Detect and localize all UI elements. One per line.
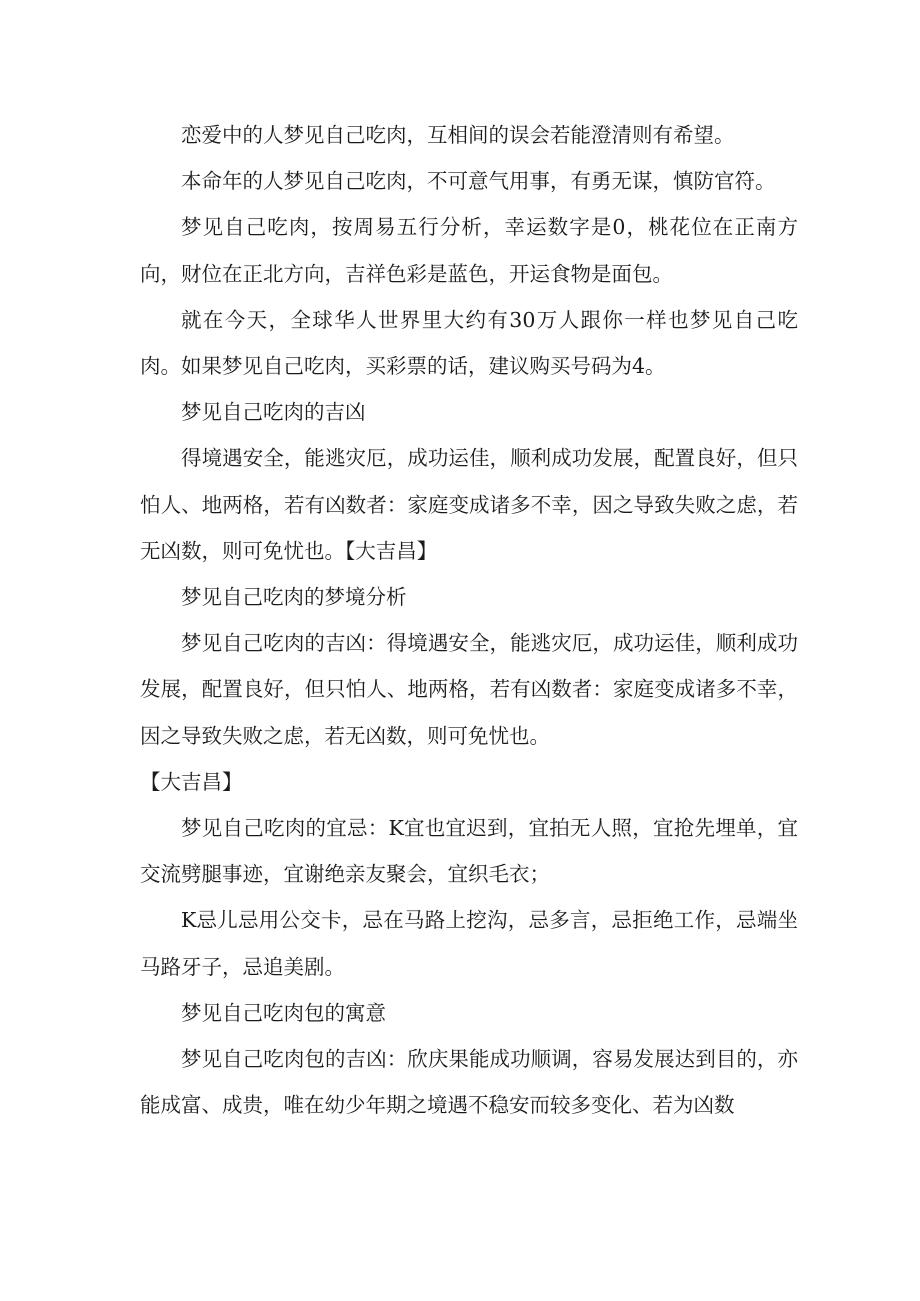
paragraph-five-elements: 梦见自己吃肉，按周易五行分析，幸运数字是0，桃花位在正南方向，财位在正北方向，吉祥色彩是蓝色，开运食物是面包。 — [140, 215, 798, 286]
paragraph-great-fortune: 【大吉昌】 — [140, 769, 243, 794]
paragraph-meat-bun: 梦见自己吃肉包的吉凶：欣庆果能成功顺调，容易发展达到目的，亦能成富、成贵，唯在幼少年期之境遇不稳安而较多变化、若为凶数 — [140, 1047, 798, 1118]
paragraph-dos: 梦见自己吃肉的宜忌：K宜也宜迟到，宜拍无人照，宜抢先埋单，宜交流劈腿事迹，宜谢绝亲友聚会，宜织毛衣； — [140, 816, 798, 887]
paragraph-birth-year: 本命年的人梦见自己吃肉，不可意气用事，有勇无谋，慎防官符。 — [181, 169, 776, 194]
paragraph-donts: K忌儿忌用公交卡，忌在马路上挖沟，忌多言，忌拒绝工作，忌端坐马路牙子，忌追美剧。 — [140, 908, 798, 979]
paragraph-fortune: 得境遇安全，能逃灾厄，成功运佳，顺利成功发展，配置良好，但只怕人、地两格，若有凶数者：家庭变成诸多不幸，因之导致失败之虑，若无凶数，则可免忧也。【大吉昌】 — [140, 446, 798, 563]
paragraph-dream-analysis: 梦见自己吃肉的吉凶：得境遇安全，能逃灾厄，成功运佳，顺利成功发展，配置良好，但只怕人、地两格，若有凶数者：家庭变成诸多不幸，因之导致失败之虑，若无凶数，则可免忧也。 — [140, 631, 798, 748]
heading-fortune: 梦见自己吃肉的吉凶 — [181, 400, 366, 425]
heading-dream-analysis: 梦见自己吃肉的梦境分析 — [181, 585, 407, 610]
paragraph-lottery: 就在今天，全球华人世界里大约有30万人跟你一样也梦见自己吃肉。如果梦见自己吃肉，买彩票的话，建议购买号码为4。 — [140, 307, 798, 379]
document-body — [140, 112, 798, 1128]
heading-meat-bun: 梦见自己吃肉包的寓意 — [181, 1000, 386, 1025]
paragraph-love: 恋爱中的人梦见自己吃肉，互相间的误会若能澄清则有希望。 — [181, 123, 735, 147]
